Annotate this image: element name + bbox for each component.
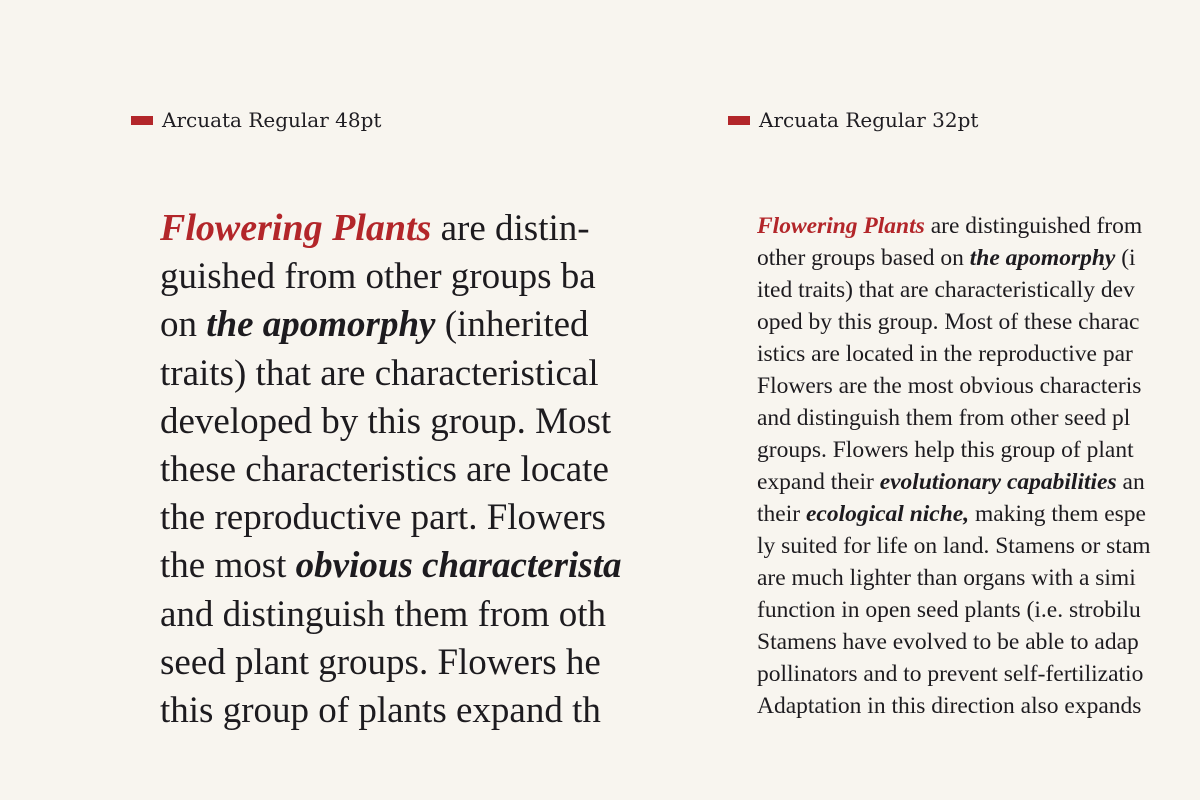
text-run: (i	[1115, 245, 1136, 271]
text-line	[160, 494, 654, 542]
text-run: oped by this group. Most of these charac	[757, 309, 1140, 335]
text-line	[757, 306, 1200, 338]
text-run: developed by this group. Most	[160, 400, 612, 442]
emphasis-phrase: ecological niche,	[805, 501, 970, 527]
text-run: and distinguish them from other seed pl	[757, 405, 1131, 431]
text-run: are distinguished from	[924, 213, 1143, 239]
specimen-caption-32pt	[728, 105, 978, 135]
text-run: and distinguish them from oth	[160, 593, 607, 635]
text-run: guished from other groups ba	[160, 256, 596, 298]
text-run: other groups based on	[757, 245, 970, 271]
emphasis-phrase: obvious characterista	[295, 545, 622, 587]
highlight-heading: Flowering Plants	[757, 213, 925, 239]
specimen-caption-48pt	[131, 105, 381, 135]
text-run: making them espe	[969, 501, 1146, 527]
text-line	[757, 594, 1200, 626]
text-line	[160, 446, 654, 494]
text-run: Flowers are the most obvious characteris	[757, 373, 1142, 399]
caption-accent-bar	[728, 116, 750, 125]
text-line	[757, 370, 1200, 402]
text-run: istics are located in the reproductive par	[757, 341, 1133, 367]
text-run: traits) that are characteristical	[160, 352, 599, 394]
specimen-text-32pt	[757, 210, 1200, 730]
emphasis-phrase: evolutionary capabilities	[879, 469, 1117, 495]
text-run: these characteristics are locate	[160, 449, 609, 491]
caption-accent-bar	[131, 116, 153, 125]
text-line	[757, 274, 1200, 306]
text-line	[160, 350, 654, 398]
emphasis-phrase: the apomorphy	[206, 304, 436, 346]
text-run: this group of plants expand th	[160, 690, 601, 732]
text-run: function in open seed plants (i.e. strobilu	[757, 597, 1141, 623]
text-line	[160, 639, 654, 687]
text-line	[160, 591, 654, 639]
text-run: the reproductive part. Flowers	[160, 497, 606, 539]
text-line	[757, 626, 1200, 658]
text-run: ly suited for life on land. Stamens or stam	[757, 533, 1151, 559]
text-line	[757, 242, 1200, 274]
text-run: ited traits) that are characteristically dev	[757, 277, 1135, 303]
text-line	[160, 301, 654, 349]
text-run: an	[1116, 469, 1145, 495]
text-run: are distin-	[431, 208, 590, 249]
text-run: the most	[160, 545, 296, 587]
text-line	[757, 338, 1200, 370]
text-line	[757, 466, 1200, 498]
text-run: (inherited	[435, 304, 589, 346]
text-line	[757, 562, 1200, 594]
text-line	[757, 530, 1200, 562]
text-run: Adaptation in this direction also expands	[757, 693, 1142, 719]
caption-label: Arcuata Regular 48pt	[162, 108, 382, 132]
text-line	[757, 402, 1200, 434]
text-line	[160, 687, 654, 735]
highlight-heading: Flowering Plants	[160, 207, 432, 249]
text-line	[160, 542, 654, 590]
specimen-text-48pt	[160, 204, 654, 744]
text-line	[757, 658, 1200, 690]
text-run: pollinators and to prevent self-fertilizatio	[757, 661, 1144, 687]
text-line	[757, 690, 1200, 722]
text-line	[160, 398, 654, 446]
text-line	[757, 434, 1200, 466]
caption-label: Arcuata Regular 32pt	[759, 108, 979, 132]
text-line	[757, 210, 1200, 242]
text-line	[757, 498, 1200, 530]
text-run: their	[757, 501, 806, 527]
text-run: on	[160, 304, 207, 346]
emphasis-phrase: the apomorphy	[969, 245, 1116, 271]
text-run: expand their	[757, 469, 880, 495]
text-run: seed plant groups. Flowers he	[160, 641, 601, 683]
text-line	[160, 253, 654, 301]
text-line	[160, 204, 654, 253]
text-run: Stamens have evolved to be able to adap	[757, 629, 1139, 655]
text-run: groups. Flowers help this group of plant	[757, 437, 1134, 463]
text-run: are much lighter than organs with a simi	[757, 565, 1136, 591]
